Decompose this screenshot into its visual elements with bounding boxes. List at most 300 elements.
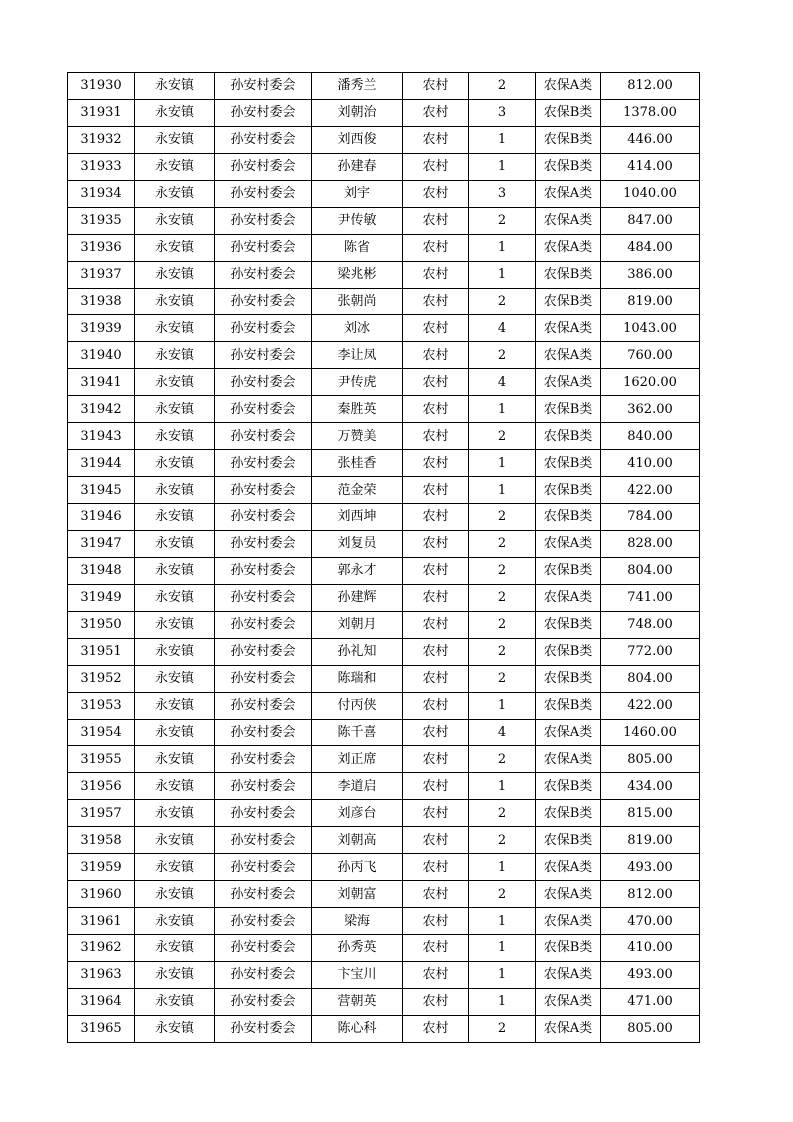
count-cell: 1 <box>469 854 536 881</box>
amount-cell: 1460.00 <box>601 719 700 746</box>
record-id-cell: 31963 <box>68 961 135 988</box>
town-cell: 永安镇 <box>135 153 215 180</box>
table-row <box>68 369 700 396</box>
town-cell: 永安镇 <box>135 126 215 153</box>
record-id-cell: 31951 <box>68 638 135 665</box>
table-row <box>68 288 700 315</box>
insurance-type-cell: 农保B类 <box>536 477 601 504</box>
town-cell: 永安镇 <box>135 611 215 638</box>
count-cell: 2 <box>469 611 536 638</box>
village-committee-cell: 孙安村委会 <box>215 935 312 962</box>
amount-cell: 741.00 <box>601 584 700 611</box>
town-cell: 永安镇 <box>135 800 215 827</box>
table-row <box>68 396 700 423</box>
count-cell: 1 <box>469 450 536 477</box>
village-committee-cell: 孙安村委会 <box>215 504 312 531</box>
category-cell: 农村 <box>403 234 469 261</box>
table-body <box>68 73 700 1043</box>
amount-cell: 760.00 <box>601 342 700 369</box>
name-cell: 尹传敏 <box>312 207 403 234</box>
insurance-type-cell: 农保A类 <box>536 342 601 369</box>
amount-cell: 1040.00 <box>601 180 700 207</box>
record-id-cell: 31935 <box>68 207 135 234</box>
insurance-type-cell: 农保A类 <box>536 1015 601 1042</box>
table-row <box>68 908 700 935</box>
name-cell: 张朝尚 <box>312 288 403 315</box>
amount-cell: 805.00 <box>601 1015 700 1042</box>
table-row <box>68 423 700 450</box>
town-cell: 永安镇 <box>135 288 215 315</box>
table-row <box>68 153 700 180</box>
insurance-type-cell: 农保A类 <box>536 719 601 746</box>
insurance-type-cell: 农保A类 <box>536 530 601 557</box>
insurance-type-cell: 农保A类 <box>536 73 601 100</box>
count-cell: 2 <box>469 827 536 854</box>
village-committee-cell: 孙安村委会 <box>215 369 312 396</box>
town-cell: 永安镇 <box>135 881 215 908</box>
count-cell: 2 <box>469 800 536 827</box>
town-cell: 永安镇 <box>135 180 215 207</box>
record-id-cell: 31958 <box>68 827 135 854</box>
count-cell: 2 <box>469 207 536 234</box>
village-committee-cell: 孙安村委会 <box>215 1015 312 1042</box>
category-cell: 农村 <box>403 477 469 504</box>
category-cell: 农村 <box>403 692 469 719</box>
insurance-type-cell: 农保A类 <box>536 234 601 261</box>
town-cell: 永安镇 <box>135 935 215 962</box>
record-id-cell: 31957 <box>68 800 135 827</box>
table-row <box>68 1015 700 1042</box>
category-cell: 农村 <box>403 261 469 288</box>
town-cell: 永安镇 <box>135 746 215 773</box>
town-cell: 永安镇 <box>135 773 215 800</box>
count-cell: 1 <box>469 988 536 1015</box>
insurance-type-cell: 农保B类 <box>536 773 601 800</box>
category-cell: 农村 <box>403 665 469 692</box>
name-cell: 刘西坤 <box>312 504 403 531</box>
amount-cell: 847.00 <box>601 207 700 234</box>
insurance-type-cell: 农保A类 <box>536 854 601 881</box>
insurance-type-cell: 农保B类 <box>536 126 601 153</box>
record-id-cell: 31940 <box>68 342 135 369</box>
village-committee-cell: 孙安村委会 <box>215 961 312 988</box>
table-row <box>68 557 700 584</box>
data-table <box>67 72 700 1043</box>
insurance-type-cell: 农保B类 <box>536 99 601 126</box>
table-row <box>68 854 700 881</box>
category-cell: 农村 <box>403 800 469 827</box>
category-cell: 农村 <box>403 719 469 746</box>
count-cell: 2 <box>469 881 536 908</box>
count-cell: 2 <box>469 530 536 557</box>
record-id-cell: 31962 <box>68 935 135 962</box>
amount-cell: 493.00 <box>601 854 700 881</box>
record-id-cell: 31965 <box>68 1015 135 1042</box>
record-id-cell: 31955 <box>68 746 135 773</box>
town-cell: 永安镇 <box>135 988 215 1015</box>
count-cell: 1 <box>469 908 536 935</box>
town-cell: 永安镇 <box>135 692 215 719</box>
table-row <box>68 584 700 611</box>
category-cell: 农村 <box>403 638 469 665</box>
insurance-type-cell: 农保B类 <box>536 557 601 584</box>
village-committee-cell: 孙安村委会 <box>215 73 312 100</box>
amount-cell: 815.00 <box>601 800 700 827</box>
name-cell: 陈瑞和 <box>312 665 403 692</box>
amount-cell: 414.00 <box>601 153 700 180</box>
category-cell: 农村 <box>403 423 469 450</box>
record-id-cell: 31939 <box>68 315 135 342</box>
record-id-cell: 31938 <box>68 288 135 315</box>
amount-cell: 748.00 <box>601 611 700 638</box>
village-committee-cell: 孙安村委会 <box>215 827 312 854</box>
town-cell: 永安镇 <box>135 396 215 423</box>
record-id-cell: 31961 <box>68 908 135 935</box>
category-cell: 农村 <box>403 153 469 180</box>
count-cell: 1 <box>469 692 536 719</box>
count-cell: 4 <box>469 369 536 396</box>
count-cell: 2 <box>469 423 536 450</box>
amount-cell: 470.00 <box>601 908 700 935</box>
town-cell: 永安镇 <box>135 1015 215 1042</box>
name-cell: 万赞美 <box>312 423 403 450</box>
village-committee-cell: 孙安村委会 <box>215 342 312 369</box>
town-cell: 永安镇 <box>135 530 215 557</box>
category-cell: 农村 <box>403 369 469 396</box>
name-cell: 刘彦台 <box>312 800 403 827</box>
village-committee-cell: 孙安村委会 <box>215 773 312 800</box>
name-cell: 张桂香 <box>312 450 403 477</box>
count-cell: 2 <box>469 342 536 369</box>
name-cell: 刘正席 <box>312 746 403 773</box>
amount-cell: 1620.00 <box>601 369 700 396</box>
village-committee-cell: 孙安村委会 <box>215 611 312 638</box>
town-cell: 永安镇 <box>135 315 215 342</box>
count-cell: 3 <box>469 99 536 126</box>
table-row <box>68 988 700 1015</box>
count-cell: 1 <box>469 477 536 504</box>
insurance-type-cell: 农保B类 <box>536 450 601 477</box>
village-committee-cell: 孙安村委会 <box>215 477 312 504</box>
town-cell: 永安镇 <box>135 477 215 504</box>
village-committee-cell: 孙安村委会 <box>215 881 312 908</box>
village-committee-cell: 孙安村委会 <box>215 315 312 342</box>
amount-cell: 819.00 <box>601 827 700 854</box>
category-cell: 农村 <box>403 1015 469 1042</box>
category-cell: 农村 <box>403 207 469 234</box>
count-cell: 2 <box>469 557 536 584</box>
category-cell: 农村 <box>403 504 469 531</box>
name-cell: 陈省 <box>312 234 403 261</box>
amount-cell: 784.00 <box>601 504 700 531</box>
record-id-cell: 31947 <box>68 530 135 557</box>
name-cell: 孙秀英 <box>312 935 403 962</box>
insurance-type-cell: 农保B类 <box>536 504 601 531</box>
village-committee-cell: 孙安村委会 <box>215 153 312 180</box>
table-row <box>68 692 700 719</box>
name-cell: 孙丙飞 <box>312 854 403 881</box>
count-cell: 2 <box>469 1015 536 1042</box>
insurance-type-cell: 农保A类 <box>536 180 601 207</box>
table-row <box>68 827 700 854</box>
village-committee-cell: 孙安村委会 <box>215 530 312 557</box>
town-cell: 永安镇 <box>135 961 215 988</box>
town-cell: 永安镇 <box>135 99 215 126</box>
amount-cell: 422.00 <box>601 692 700 719</box>
category-cell: 农村 <box>403 557 469 584</box>
record-id-cell: 31949 <box>68 584 135 611</box>
record-id-cell: 31937 <box>68 261 135 288</box>
category-cell: 农村 <box>403 315 469 342</box>
table-row <box>68 719 700 746</box>
table-row <box>68 935 700 962</box>
category-cell: 农村 <box>403 73 469 100</box>
name-cell: 尹传虎 <box>312 369 403 396</box>
insurance-type-cell: 农保A类 <box>536 207 601 234</box>
name-cell: 梁兆彬 <box>312 261 403 288</box>
town-cell: 永安镇 <box>135 261 215 288</box>
category-cell: 农村 <box>403 584 469 611</box>
table-row <box>68 504 700 531</box>
category-cell: 农村 <box>403 988 469 1015</box>
town-cell: 永安镇 <box>135 557 215 584</box>
village-committee-cell: 孙安村委会 <box>215 584 312 611</box>
town-cell: 永安镇 <box>135 450 215 477</box>
record-id-cell: 31954 <box>68 719 135 746</box>
category-cell: 农村 <box>403 773 469 800</box>
name-cell: 孙建春 <box>312 153 403 180</box>
name-cell: 孙礼知 <box>312 638 403 665</box>
insurance-type-cell: 农保B类 <box>536 396 601 423</box>
amount-cell: 471.00 <box>601 988 700 1015</box>
record-id-cell: 31936 <box>68 234 135 261</box>
amount-cell: 840.00 <box>601 423 700 450</box>
count-cell: 1 <box>469 234 536 261</box>
insurance-type-cell: 农保A类 <box>536 988 601 1015</box>
category-cell: 农村 <box>403 180 469 207</box>
village-committee-cell: 孙安村委会 <box>215 261 312 288</box>
village-committee-cell: 孙安村委会 <box>215 746 312 773</box>
insurance-type-cell: 农保A类 <box>536 961 601 988</box>
amount-cell: 804.00 <box>601 665 700 692</box>
record-id-cell: 31964 <box>68 988 135 1015</box>
table-row <box>68 126 700 153</box>
category-cell: 农村 <box>403 530 469 557</box>
village-committee-cell: 孙安村委会 <box>215 988 312 1015</box>
record-id-cell: 31930 <box>68 73 135 100</box>
category-cell: 农村 <box>403 450 469 477</box>
name-cell: 孙建辉 <box>312 584 403 611</box>
village-committee-cell: 孙安村委会 <box>215 665 312 692</box>
table-row <box>68 180 700 207</box>
amount-cell: 493.00 <box>601 961 700 988</box>
name-cell: 刘朝治 <box>312 99 403 126</box>
count-cell: 1 <box>469 261 536 288</box>
name-cell: 刘冰 <box>312 315 403 342</box>
village-committee-cell: 孙安村委会 <box>215 180 312 207</box>
amount-cell: 362.00 <box>601 396 700 423</box>
name-cell: 秦胜英 <box>312 396 403 423</box>
insurance-type-cell: 农保B类 <box>536 665 601 692</box>
town-cell: 永安镇 <box>135 638 215 665</box>
name-cell: 营朝英 <box>312 988 403 1015</box>
name-cell: 卞宝川 <box>312 961 403 988</box>
category-cell: 农村 <box>403 827 469 854</box>
insurance-type-cell: 农保A类 <box>536 881 601 908</box>
town-cell: 永安镇 <box>135 719 215 746</box>
amount-cell: 386.00 <box>601 261 700 288</box>
count-cell: 1 <box>469 773 536 800</box>
town-cell: 永安镇 <box>135 908 215 935</box>
record-id-cell: 31959 <box>68 854 135 881</box>
village-committee-cell: 孙安村委会 <box>215 719 312 746</box>
name-cell: 刘朝富 <box>312 881 403 908</box>
table-row <box>68 881 700 908</box>
village-committee-cell: 孙安村委会 <box>215 207 312 234</box>
name-cell: 梁海 <box>312 908 403 935</box>
village-committee-cell: 孙安村委会 <box>215 908 312 935</box>
amount-cell: 828.00 <box>601 530 700 557</box>
amount-cell: 1378.00 <box>601 99 700 126</box>
village-committee-cell: 孙安村委会 <box>215 126 312 153</box>
town-cell: 永安镇 <box>135 234 215 261</box>
record-id-cell: 31944 <box>68 450 135 477</box>
name-cell: 刘朝月 <box>312 611 403 638</box>
table-row <box>68 73 700 100</box>
count-cell: 1 <box>469 153 536 180</box>
count-cell: 3 <box>469 180 536 207</box>
table-row <box>68 450 700 477</box>
count-cell: 2 <box>469 584 536 611</box>
amount-cell: 819.00 <box>601 288 700 315</box>
name-cell: 刘朝高 <box>312 827 403 854</box>
insurance-type-cell: 农保B类 <box>536 827 601 854</box>
category-cell: 农村 <box>403 746 469 773</box>
category-cell: 农村 <box>403 288 469 315</box>
village-committee-cell: 孙安村委会 <box>215 423 312 450</box>
amount-cell: 1043.00 <box>601 315 700 342</box>
count-cell: 1 <box>469 961 536 988</box>
village-committee-cell: 孙安村委会 <box>215 692 312 719</box>
amount-cell: 434.00 <box>601 773 700 800</box>
amount-cell: 812.00 <box>601 73 700 100</box>
name-cell: 李让凤 <box>312 342 403 369</box>
town-cell: 永安镇 <box>135 207 215 234</box>
village-committee-cell: 孙安村委会 <box>215 638 312 665</box>
insurance-type-cell: 农保B类 <box>536 692 601 719</box>
town-cell: 永安镇 <box>135 369 215 396</box>
table-row <box>68 477 700 504</box>
name-cell: 李道启 <box>312 773 403 800</box>
count-cell: 1 <box>469 396 536 423</box>
count-cell: 4 <box>469 315 536 342</box>
record-id-cell: 31952 <box>68 665 135 692</box>
village-committee-cell: 孙安村委会 <box>215 234 312 261</box>
village-committee-cell: 孙安村委会 <box>215 800 312 827</box>
record-id-cell: 31960 <box>68 881 135 908</box>
record-id-cell: 31950 <box>68 611 135 638</box>
town-cell: 永安镇 <box>135 423 215 450</box>
table-row <box>68 800 700 827</box>
category-cell: 农村 <box>403 396 469 423</box>
name-cell: 刘宇 <box>312 180 403 207</box>
category-cell: 农村 <box>403 961 469 988</box>
record-id-cell: 31932 <box>68 126 135 153</box>
record-id-cell: 31956 <box>68 773 135 800</box>
record-id-cell: 31941 <box>68 369 135 396</box>
record-id-cell: 31945 <box>68 477 135 504</box>
table-row <box>68 342 700 369</box>
count-cell: 2 <box>469 746 536 773</box>
table-row <box>68 638 700 665</box>
amount-cell: 410.00 <box>601 450 700 477</box>
insurance-type-cell: 农保B类 <box>536 638 601 665</box>
table-row <box>68 315 700 342</box>
table-row <box>68 961 700 988</box>
amount-cell: 410.00 <box>601 935 700 962</box>
amount-cell: 805.00 <box>601 746 700 773</box>
count-cell: 4 <box>469 719 536 746</box>
village-committee-cell: 孙安村委会 <box>215 99 312 126</box>
town-cell: 永安镇 <box>135 73 215 100</box>
amount-cell: 804.00 <box>601 557 700 584</box>
category-cell: 农村 <box>403 908 469 935</box>
record-id-cell: 31943 <box>68 423 135 450</box>
table-row <box>68 773 700 800</box>
insurance-type-cell: 农保B类 <box>536 288 601 315</box>
record-id-cell: 31931 <box>68 99 135 126</box>
town-cell: 永安镇 <box>135 342 215 369</box>
record-id-cell: 31948 <box>68 557 135 584</box>
name-cell: 陈心科 <box>312 1015 403 1042</box>
insurance-type-cell: 农保A类 <box>536 315 601 342</box>
record-id-cell: 31946 <box>68 504 135 531</box>
category-cell: 农村 <box>403 99 469 126</box>
name-cell: 刘西俊 <box>312 126 403 153</box>
count-cell: 1 <box>469 126 536 153</box>
amount-cell: 446.00 <box>601 126 700 153</box>
village-committee-cell: 孙安村委会 <box>215 396 312 423</box>
village-committee-cell: 孙安村委会 <box>215 854 312 881</box>
record-id-cell: 31933 <box>68 153 135 180</box>
table-row <box>68 611 700 638</box>
insurance-type-cell: 农保B类 <box>536 611 601 638</box>
count-cell: 2 <box>469 504 536 531</box>
category-cell: 农村 <box>403 126 469 153</box>
record-id-cell: 31953 <box>68 692 135 719</box>
insurance-type-cell: 农保B类 <box>536 153 601 180</box>
town-cell: 永安镇 <box>135 504 215 531</box>
name-cell: 刘复员 <box>312 530 403 557</box>
table-row <box>68 207 700 234</box>
category-cell: 农村 <box>403 854 469 881</box>
name-cell: 潘秀兰 <box>312 73 403 100</box>
name-cell: 付丙侠 <box>312 692 403 719</box>
town-cell: 永安镇 <box>135 584 215 611</box>
count-cell: 2 <box>469 638 536 665</box>
category-cell: 农村 <box>403 935 469 962</box>
table-row <box>68 530 700 557</box>
table-row <box>68 746 700 773</box>
insurance-type-cell: 农保B类 <box>536 800 601 827</box>
amount-cell: 484.00 <box>601 234 700 261</box>
count-cell: 2 <box>469 288 536 315</box>
insurance-type-cell: 农保B类 <box>536 423 601 450</box>
village-committee-cell: 孙安村委会 <box>215 450 312 477</box>
category-cell: 农村 <box>403 881 469 908</box>
name-cell: 陈千喜 <box>312 719 403 746</box>
record-id-cell: 31942 <box>68 396 135 423</box>
